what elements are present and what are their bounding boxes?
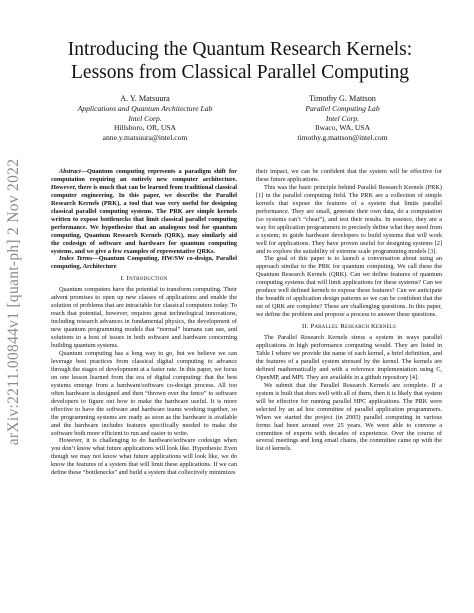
left-column — [51, 168, 237, 477]
index-terms-text: —Quantum Computing, HW/SW co-design, Parallel computing, Architecture — [51, 255, 237, 271]
index-terms-label: Index Terms — [59, 255, 93, 263]
author-affiliation: Parallel Computing Lab — [305, 104, 380, 114]
author-block-1 — [60, 94, 230, 142]
author-block-2 — [255, 94, 430, 142]
author-email: timothy.g.mattson@intel.com — [297, 132, 388, 142]
section-heading-introduction: I. Introduction — [120, 275, 168, 283]
author-name: A. Y. Matsuura — [120, 94, 170, 103]
abstract-label: Abstract — [59, 168, 81, 175]
author-location: Ilwaco, WA, USA — [314, 123, 371, 133]
intro-paragraph-3: However, it is challenging to do hardware/software codesign when you don’t know what future applications will look like. Hypothesis: Even though we may not know what future applications will look like, we do know the features of a system that will limit these applications. If we can define these “bottlenecks” and build a system that collectively minimizes — [51, 437, 237, 477]
prk-paragraph-1: The Parallel Research Kernels stress a system in ways parallel applications in high performance computing would. They are listed in Table I where we provide the name of each kernel, a brief definition, and the features of a parallel system stressed by the kernel. The kernels are defined mathematically and with a reference implementation using C, OpenMP, and MPI. They are available in a github repository [4]. — [256, 334, 442, 381]
intro-paragraph-3-continued: their impact, we can be confident that the system will be effective for these future applications. — [256, 168, 442, 183]
title-line-1: Introducing the Quantum Research Kernels: — [67, 39, 413, 60]
author-org: Intel Corp. — [325, 113, 360, 123]
paper-title — [40, 38, 440, 84]
index-terms — [51, 255, 237, 271]
intro-paragraph-2: Quantum computing has a long way to go, but we believe we can leverage best practices from classical digital computing to advance through the stages of development at a faster rate. In this paper, we focus on one lesson learned from the era of digital computing: that the best systems emerge from a hardware/software co-design process. All too often hardware is designed and then “thrown over the fence” to software developers to figure out how to make the hardware useful. It is more effective to have the software and hardware teams working together, so the programming systems are ready as soon as the hardware is available and the hardware includes features specifically needed to make the software both more efficient to run and easier to write. — [51, 349, 237, 437]
right-column — [256, 168, 442, 453]
abstract-text: —Quantum computing represents a paradigm shift for computation requiring an entirely new computer architecture. However, there is much that can be learned from traditional classical computer engineering. In this paper, we describe the Parallel Research Kernels (PRK), a tool that was very useful for designing classical parallel computing systems. The PRK are simple kernels written to expose bottlenecks that limit classical parallel computing performance. We hypothesize that an analogous tool for quantum computing, Quantum Research Kernels (QRK), may similarly aid the codesign of software and hardware for quantum computing systems, and we give a few examples of representative QRKs. — [51, 168, 237, 255]
arxiv-identifier: arXiv:2211.00844v1 [quant-ph] 2 Nov 2022 — [5, 158, 22, 446]
title-line-2: Lessons from Classical Parallel Computing — [71, 62, 409, 83]
prk-paragraph-2: We submit that the Parallel Research Kernels are complete. If a system is built that does well with all of them, then it is likely that system will be effective for running parallel HPC applications. The PRK were selected by an ad hoc committee of parallel application programmers. When we started the project (in 2005) parallel computing in various forms had been around over 25 years. We were able to convene a committee of experts with decades of experience. Over the course of several meetings and long email chains, the committee came up with the list of kernels. — [256, 381, 442, 453]
abstract — [51, 168, 237, 255]
author-name: Timothy G. Mattson — [309, 94, 376, 103]
author-location: Hillsboro, OR, USA — [113, 123, 177, 133]
intro-paragraph-1: Quantum computers have the potential to transform computing. Their advent promises to open up new classes of applications and enable the solution of problems that are intractable for classical computers today. To reach that potential, however, requires great technological innovations, including research advances in fundamental physics, the development of new quantum programming models that “normal” humans can use, and solutions to a host of issues in both software and hardware concerning building quantum systems. — [51, 286, 237, 350]
intro-paragraph-4: This was the basic principle behind Parallel Research Kernels (PRK) [1] in the parallel computing field. The PRK are a collection of simple kernels that expose the features of a system that limits parallel performance. They are small, generate their own data, do a computation (so systems can’t “cheat”), and test their results. In essence, they are a way for application programmers to precisely define what they need from a system; to guide hardware developers to build systems that will work well for applications. They have proven useful for designing systems [2] and to explore the suitability of extreme scale programming models [3]. — [256, 183, 442, 255]
author-org: Intel Corp. — [128, 113, 162, 123]
intro-paragraph-5: The goal of this paper is to launch a conversation about using an approach similar to the PRK for quantum computing. We call these the Quantum Research Kernels (QRK). Can we define features of quantum computing systems that will limit applications for these systems? Can we produce well defined kernels to expose these features? Can we anticipate the breadth of application design patterns so we can be confident that the set of QRK are complete? These are challenging questions. In this paper, we define the problem and propose a process to answer these questions. — [256, 255, 442, 319]
author-affiliation: Applications and Quantum Architecture Lab — [77, 104, 213, 114]
section-heading-prk: II. Parallel Research Kernels — [301, 323, 397, 331]
author-email: anne.y.matsuura@intel.com — [102, 132, 188, 142]
